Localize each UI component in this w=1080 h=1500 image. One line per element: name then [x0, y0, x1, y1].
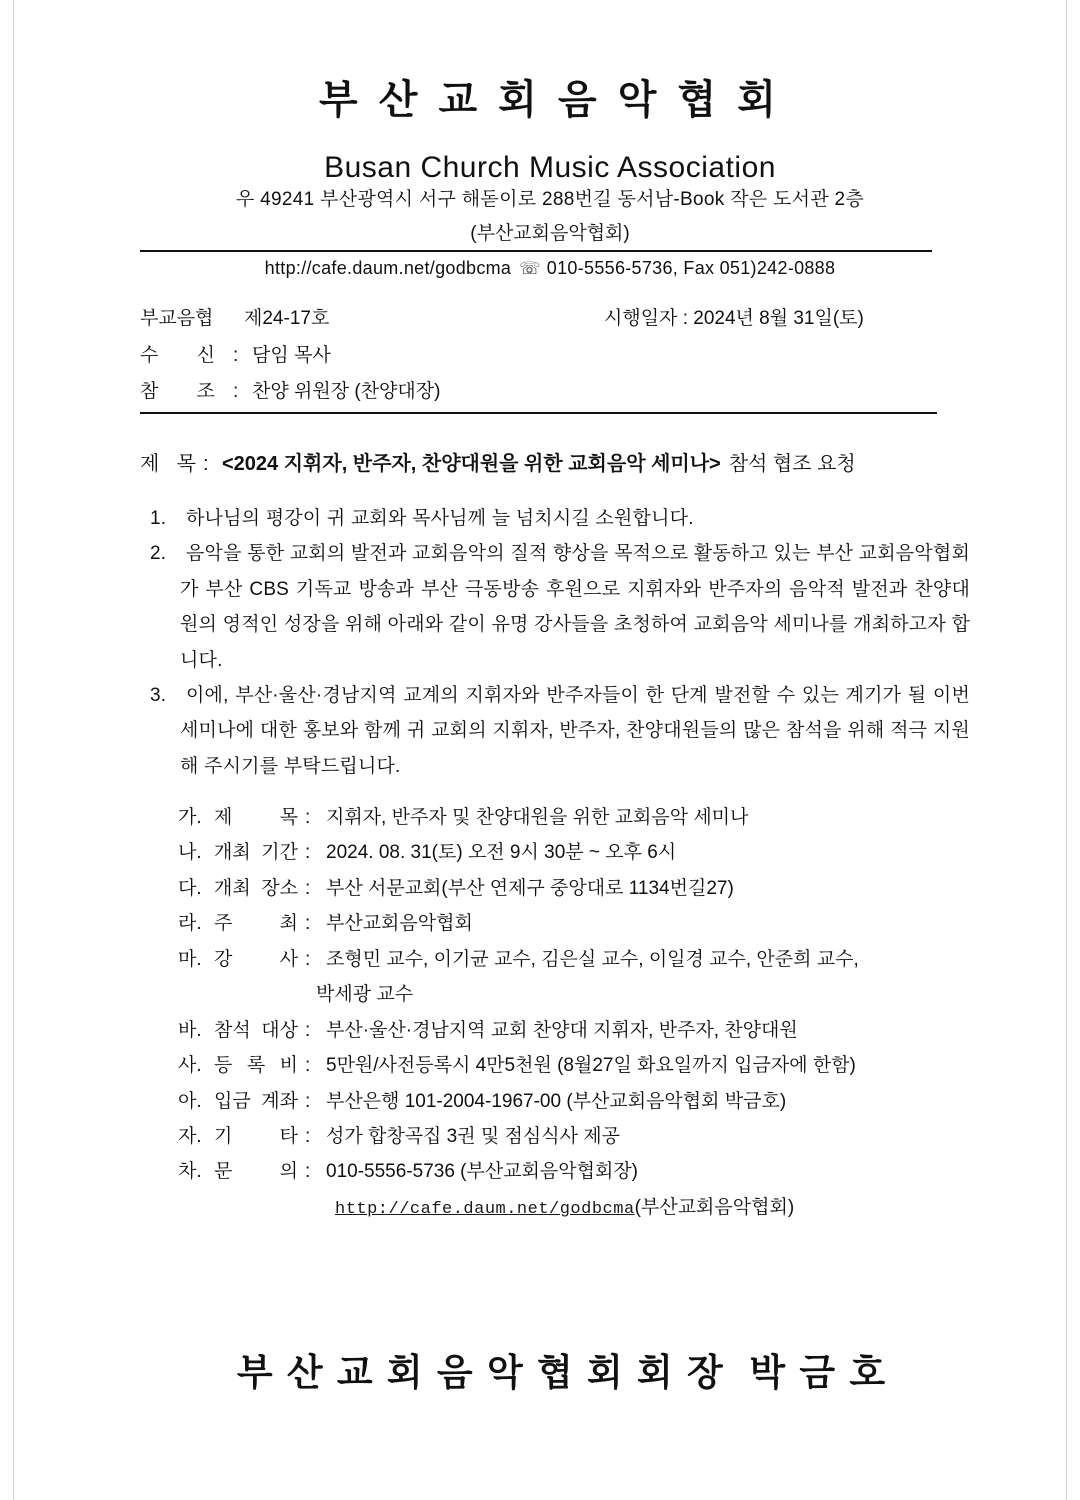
detail-label: 개최 장소: [214, 877, 298, 899]
detail-value: 성가 합창곡집 3권 및 점심식사 제공: [326, 1125, 620, 1147]
detail-marker: 바.: [178, 1019, 202, 1041]
detail-label: 제 목: [214, 807, 298, 828]
colon: :: [305, 877, 311, 899]
document-number-row: [0, 301, 1080, 337]
colon: :: [682, 308, 688, 329]
detail-row-audience: [0, 1013, 1080, 1048]
detail-row-period: [0, 835, 1080, 870]
detail-row-inquiry-link: [0, 1190, 1080, 1225]
issue-date: [604, 301, 864, 337]
organization-title: 부 산 교 회 음 악 협 회: [319, 78, 781, 122]
colon: :: [233, 381, 239, 402]
paragraph-number: 2.: [150, 543, 167, 565]
detail-value: 010-5556-5736 (부산교회음악협회장): [326, 1161, 639, 1183]
detail-marker: 사.: [178, 1055, 202, 1077]
detail-label: 개최 기간: [214, 842, 298, 864]
colon: :: [305, 1055, 311, 1077]
colon: :: [203, 453, 209, 475]
colon: :: [305, 913, 311, 935]
body-paragraphs: [150, 501, 970, 784]
document-org-code: 부교음협: [140, 308, 214, 329]
phone-icon: [511, 258, 547, 278]
detail-value: 부산은행 101-2004-1967-00 (부산교회음악협회 박금호): [326, 1090, 787, 1112]
recipient-row: [0, 338, 1080, 374]
detail-value-continued: 박세광 교수: [316, 984, 414, 1006]
paragraph-text: 이에, 부산·울산·경남지역 교계의 지휘자와 반주자들이 한 단계 발전할 수 있는 계기가 될 이번 세미나에 대한 홍보와 함께 귀 교회의 지휘자, 반주자, 찬양대원들의 많은 참석을 위해 적극 지원해 주시기를 부탁드립니다.: [180, 685, 970, 777]
paragraph-text: 하나님의 평강이 귀 교회와 목사님께 늘 넘치시길 소원합니다.: [186, 508, 694, 529]
detail-row-venue: [0, 871, 1080, 906]
detail-value: 2024. 08. 31(토) 오전 9시 30분 ~ 오후 6시: [326, 842, 677, 864]
detail-row-fee: [0, 1048, 1080, 1083]
detail-label: 기 타: [214, 1125, 298, 1147]
subject-title: <2024 지휘자, 반주자, 찬양대원을 위한 교회음악 세미나>: [222, 453, 721, 475]
detail-value: 부산·울산·경남지역 교회 찬양대 지휘자, 반주자, 찬양대원: [326, 1019, 798, 1041]
paragraph-text: 음악을 통한 교회의 발전과 교회음악의 질적 향상을 목적으로 활동하고 있는 부산 교회음악협회가 부산 CBS 기독교 방송과 부산 극동방송 후원으로 지휘자와 반주자의 음악적 발전과 찬양대원의 영적인 성장을 위해 아래와 같이 유명 강사들을 초청하여 교회음악 세미나를 개최하고자 합니다.: [180, 543, 970, 671]
detail-row-account: [0, 1084, 1080, 1119]
page-border-right: [1066, 0, 1067, 1500]
inquiry-link-line: [335, 1190, 794, 1227]
colon: :: [305, 807, 311, 828]
issue-date-label: 시행일자: [604, 308, 678, 329]
subject-text: [222, 446, 856, 482]
reference-label: 참 조: [140, 381, 215, 402]
recipient-label: 수 신: [140, 345, 215, 366]
detail-value: 조형민 교수, 이기균 교수, 김은실 교수, 이일경 교수, 안준희 교수,: [326, 948, 859, 970]
reference-value: 찬양 위원장 (찬양대장): [252, 381, 441, 402]
address-organization: (부산교회음악협회): [470, 223, 630, 244]
detail-marker: 가.: [178, 807, 202, 828]
contact-line: [140, 254, 960, 283]
cafe-link[interactable]: http://cafe.daum.net/godbcma: [335, 1199, 635, 1219]
detail-marker: 라.: [178, 913, 202, 935]
organization-english-name: Busan Church Music Association: [324, 151, 776, 184]
issue-date-value: 2024년 8월 31일(토): [693, 308, 864, 329]
colon: :: [305, 842, 311, 864]
detail-row-host: [0, 906, 1080, 941]
colon: :: [305, 1125, 311, 1147]
detail-marker: 아.: [178, 1090, 202, 1112]
subject-suffix: 참석 협조 요청: [728, 453, 856, 475]
colon: :: [305, 948, 311, 970]
detail-row-lecturers-continued: [0, 977, 1080, 1012]
organization-address: 우 49241 부산광역시 서구 해돋이로 288번길 동서남-Book 작은 도서관 2층: [235, 189, 865, 210]
colon: :: [305, 1161, 311, 1183]
seminar-details: [0, 800, 1080, 1225]
detail-row-title: [0, 800, 1080, 835]
colon: :: [305, 1019, 311, 1041]
reference-row: [0, 374, 1080, 410]
subject-label: 제 목: [140, 453, 196, 475]
detail-marker: 차.: [178, 1161, 202, 1183]
detail-row-lecturers: [0, 942, 1080, 977]
detail-row-inquiry: [0, 1154, 1080, 1189]
info-divider: [140, 412, 937, 414]
paragraph-number: 1.: [150, 508, 167, 529]
detail-label: 강 사: [214, 948, 298, 970]
detail-marker: 나.: [178, 842, 202, 864]
recipient-value: 담임 목사: [252, 345, 331, 366]
detail-label: 참석 대상: [214, 1019, 298, 1041]
detail-marker: 마.: [178, 948, 202, 970]
website-text: http://cafe.daum.net/godbcma: [264, 258, 512, 278]
page-border-left: [13, 0, 14, 1500]
contact-numbers: 010-5556-5736, Fax 051)242-0888: [546, 258, 836, 278]
detail-marker: 다.: [178, 877, 202, 899]
paragraph-item: [150, 501, 970, 536]
detail-value: 5만원/사전등록시 4만5천원 (8월27일 화요일까지 입금자에 한함): [326, 1055, 856, 1077]
subject-line: [0, 446, 1080, 482]
paragraph-item: [150, 678, 970, 784]
detail-value: 부산교회음악협회: [326, 913, 473, 935]
header-divider: [140, 250, 932, 252]
signature-line: 부 산 교 회 음 악 협 회 회 장 박 금 호: [236, 1352, 888, 1393]
detail-row-other: [0, 1119, 1080, 1154]
colon: :: [233, 345, 239, 366]
detail-label: 문 의: [214, 1161, 298, 1183]
paragraph-number: 3.: [150, 685, 167, 707]
paragraph-item: [150, 536, 970, 678]
document-number: 제24-17호: [244, 308, 330, 329]
detail-label: 입금 계좌: [214, 1090, 298, 1112]
detail-label: 등 록 비: [214, 1055, 298, 1077]
cafe-link-suffix: (부산교회음악협회): [634, 1196, 795, 1218]
detail-label: 주 최: [214, 913, 298, 935]
detail-value: 지휘자, 반주자 및 찬양대원을 위한 교회음악 세미나: [326, 807, 749, 828]
colon: :: [305, 1090, 311, 1112]
detail-marker: 자.: [178, 1125, 202, 1147]
detail-value: 부산 서문교회(부산 연제구 중앙대로 1134번길27): [326, 877, 734, 899]
